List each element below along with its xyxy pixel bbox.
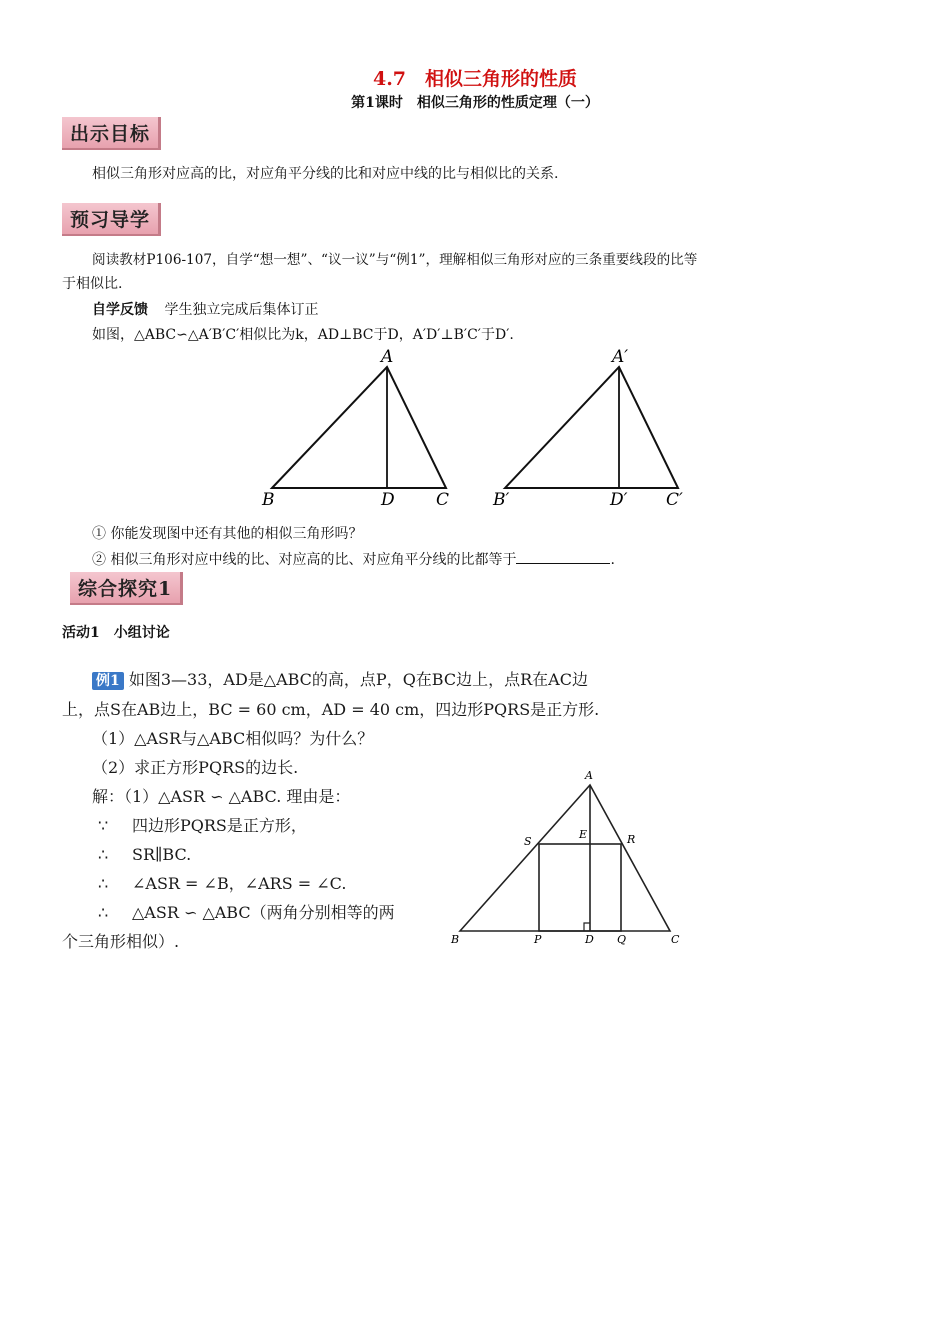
example-line-7: SR∥BC. xyxy=(132,845,192,864)
example-line-3: （1）△ASR与△ABC相似吗？为什么？ xyxy=(92,729,374,748)
label-a-prime: A′ xyxy=(612,347,629,367)
question-2-end: . xyxy=(610,552,615,568)
example-line-10: 个三角形相似）. xyxy=(62,932,180,951)
triangle-a-prime-b-prime-c-prime xyxy=(505,367,678,488)
label-b: B xyxy=(262,490,275,510)
objective-banner: 出示目标 xyxy=(62,117,161,150)
square-in-triangle-figure xyxy=(445,765,690,955)
self-study-feedback xyxy=(92,300,318,320)
label-b-prime: B′ xyxy=(493,490,510,510)
answer-blank[interactable] xyxy=(516,549,610,564)
example-line-6: 四边形PQRS是正方形， xyxy=(132,816,307,835)
fig-label-c: C xyxy=(671,933,680,946)
example-line-1-text: 如图3—33，AD是△ABC的高，点P，Q在BC边上，点R在AC边 xyxy=(128,670,588,689)
fig-label-a: A xyxy=(585,769,593,782)
fig-label-q: Q xyxy=(617,933,627,946)
similar-triangles-figure xyxy=(250,345,700,515)
question-1: ① 你能发现图中还有其他的相似三角形吗？ xyxy=(92,526,363,542)
preview-line-2: 于相似比. xyxy=(62,276,123,292)
question-2 xyxy=(92,549,615,570)
example-line-8: ∠ASR = ∠B，∠ARS = ∠C. xyxy=(132,874,347,893)
example-line-9: △ASR ∽ △ABC（两角分别相等的两 xyxy=(132,903,395,922)
fig-label-e: E xyxy=(579,828,588,841)
example-badge: 例1 xyxy=(92,672,124,690)
example-line-9-symbol: ∴ xyxy=(98,903,109,922)
question-2-text: ② 相似三角形对应中线的比、对应高的比、对应角平分线的比都等于 xyxy=(92,552,517,568)
fig-label-p: P xyxy=(534,933,542,946)
feedback-label: 自学反馈 xyxy=(92,302,148,318)
example-line-4: （2）求正方形PQRS的边长. xyxy=(92,758,299,777)
label-d: D xyxy=(381,490,395,510)
triangle-with-square xyxy=(460,785,670,931)
triangle-abc xyxy=(272,367,446,488)
page-title: 4.7 相似三角形的性质 xyxy=(372,68,578,90)
example-line-8-symbol: ∴ xyxy=(98,874,109,893)
objective-text: 相似三角形对应高的比，对应角平分线的比和对应中线的比与相似比的关系. xyxy=(92,166,559,182)
label-a: A xyxy=(381,347,394,367)
feedback-text: 学生独立完成后集体订正 xyxy=(164,302,319,318)
figure-intro-text: 如图，△ABC∽△A′B′C′相似比为k，AD⊥BC于D，A′D′⊥B′C′于D′. xyxy=(92,327,514,343)
page-subtitle: 第1课时 相似三角形的性质定理（一） xyxy=(351,95,599,111)
label-d-prime: D′ xyxy=(610,490,628,510)
fig-label-b: B xyxy=(451,933,460,946)
example-line-1 xyxy=(92,670,588,691)
example-line-6-symbol: ∵ xyxy=(98,816,109,835)
example-line-7-symbol: ∴ xyxy=(98,845,109,864)
fig-label-s: S xyxy=(524,835,532,848)
label-c-prime: C′ xyxy=(666,490,683,510)
preview-line-1: 阅读教材P106-107，自学“想一想”、“议一议”与“例1”，理解相似三角形对应的三条重要线段的比等 xyxy=(92,252,698,268)
example-line-5: 解：（1）△ASR ∽ △ABC. 理由是： xyxy=(92,787,351,806)
preview-banner: 预习导学 xyxy=(62,203,161,236)
example-line-2: 上，点S在AB边上，BC = 60 cm，AD = 40 cm，四边形PQRS是正方形. xyxy=(62,700,600,719)
label-c: C xyxy=(436,490,450,510)
fig-label-r: R xyxy=(627,833,636,846)
activity-title: 活动1 小组讨论 xyxy=(62,625,170,641)
fig-label-d: D xyxy=(585,933,594,946)
explore-banner: 综合探究1 xyxy=(70,572,183,605)
